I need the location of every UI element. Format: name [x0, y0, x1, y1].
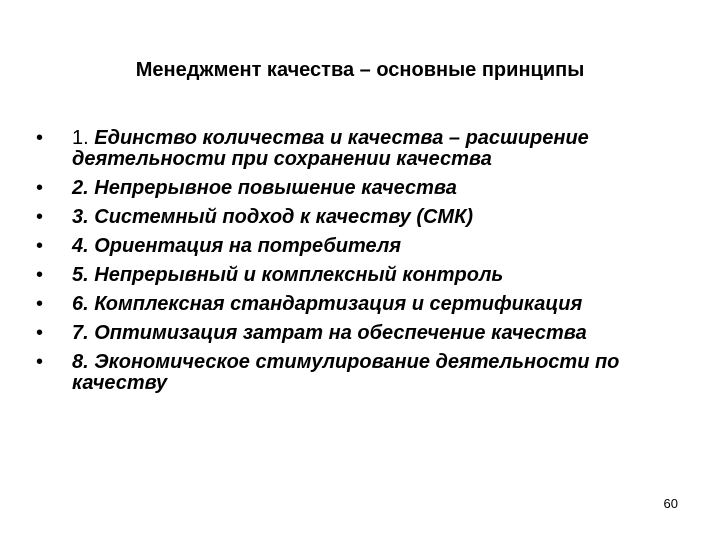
bullet-icon: • — [36, 177, 44, 199]
item-text: Непрерывное повышение качества — [94, 177, 457, 199]
item-number: 5. — [72, 264, 89, 286]
list-item — [36, 236, 656, 257]
item-number: 7. — [72, 322, 89, 344]
bullet-icon: • — [36, 127, 44, 149]
list-item — [36, 207, 656, 228]
item-text: Непрерывный и комплексный контроль — [94, 264, 504, 286]
item-text: Комплексная стандартизация и сертификация — [94, 293, 583, 315]
item-text: Экономическое стимулирование деятельности по качеству — [72, 351, 620, 394]
item-text: Ориентация на потребителя — [94, 235, 402, 257]
principles-list — [36, 128, 656, 402]
item-number: 2. — [72, 177, 89, 199]
list-item — [36, 265, 656, 286]
item-text: Оптимизация затрат на обеспечение качества — [94, 322, 587, 344]
list-item — [36, 323, 656, 344]
item-number: 4. — [72, 235, 89, 257]
bullet-icon: • — [36, 351, 44, 373]
list-item — [36, 352, 656, 394]
bullet-icon: • — [36, 264, 44, 286]
bullet-icon: • — [36, 293, 44, 315]
page-number: 60 — [663, 496, 678, 511]
list-item — [36, 294, 656, 315]
list-item — [36, 178, 656, 199]
bullet-icon: • — [36, 322, 44, 344]
item-number: 1. — [72, 127, 89, 149]
item-text: Системный подход к качеству (СМК) — [94, 206, 474, 228]
bullet-icon: • — [36, 235, 44, 257]
item-number: 3. — [72, 206, 89, 228]
bullet-icon: • — [36, 206, 44, 228]
item-text: Единство количества и качества – расширение деятельности при сохранении качества — [72, 127, 589, 170]
item-number: 8. — [72, 351, 89, 373]
list-item — [36, 128, 656, 170]
slide-title: Менеджмент качества – основные принципы — [135, 59, 585, 81]
item-number: 6. — [72, 293, 89, 315]
